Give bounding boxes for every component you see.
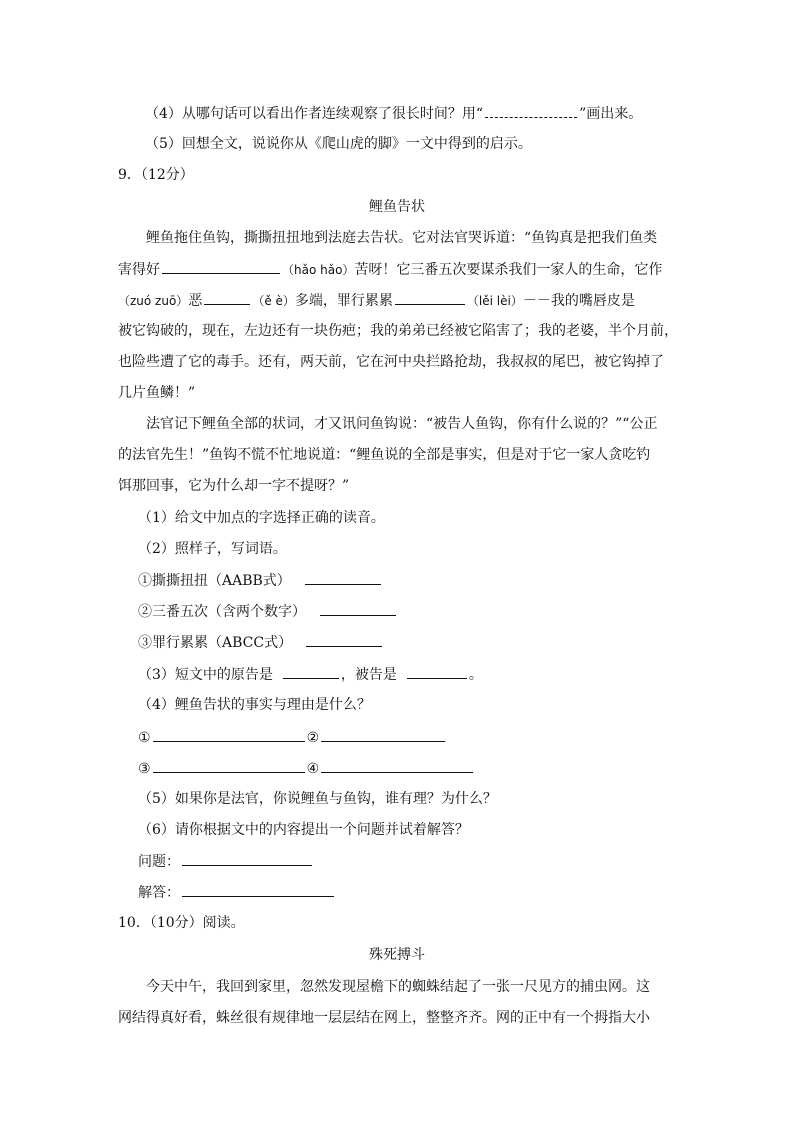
answer-blank[interactable] xyxy=(321,758,473,773)
answer-blank[interactable] xyxy=(204,290,250,305)
q9-sub-2-b: ②三番五次（含两个数字） xyxy=(138,601,398,622)
q9-sub-2-c: ③罪行累累（ABCC式） xyxy=(138,632,384,653)
answer-blank[interactable] xyxy=(153,758,305,773)
q9-sub-3: （3）短文中的原告是 ，被告是 。 xyxy=(138,664,483,685)
q9-sub-4-row2: ③ ④ xyxy=(138,758,475,779)
q9-sub-5: （5）如果你是法官，你说鲤鱼与鱼钩，谁有理？为什么？ xyxy=(138,791,497,807)
q10-header: 10．（10分）阅读。 xyxy=(118,915,245,931)
q9-sub-1: （1）给文中加点的字选择正确的读音。 xyxy=(138,510,385,526)
answer-blank[interactable] xyxy=(321,727,445,742)
answer-blank[interactable] xyxy=(305,570,381,585)
q9-para1-line4: 被它钩破的，现在，左边还有一块伤疤；我的弟弟已经被它陷害了；我的老婆，半个月前， xyxy=(118,323,678,339)
answer-blank[interactable] xyxy=(153,727,305,742)
defendant-blank[interactable] xyxy=(407,664,467,679)
answer-blank[interactable] xyxy=(162,259,280,274)
q9-para1-line5: 也险些遭了它的毒手。还有，两天前，它在河中央拦路抢劫，我叔叔的尾巴，被它钩掉了 xyxy=(118,354,664,370)
q10-title: 殊死搏斗 xyxy=(369,947,425,963)
q9-sub-2-a: ①撕撕扭扭（AABB式） xyxy=(138,570,383,591)
q9-para1-line3: （zuó zuō）恶 （ě è）多端，罪行累累 （lěi lèi）－－我的嘴唇皮是 xyxy=(118,290,635,311)
q9-sub-6: （6）请你根据文中的内容提出一个问题并试着解答？ xyxy=(138,822,469,838)
q9-para2-line1: 法官记下鲤鱼全部的状词，才又讯问鱼钩说：“被告人鱼钩，你有什么说的？”“公正 xyxy=(146,416,658,432)
plaintiff-blank[interactable] xyxy=(283,664,339,679)
q9-para1-line6: 几片鱼鳞！” xyxy=(118,385,196,401)
q9-para2-line3: 饵那回事，它为什么却一字不提呀？” xyxy=(118,478,350,494)
answer-blank[interactable] xyxy=(306,632,382,647)
question-blank[interactable] xyxy=(182,851,312,866)
wavy-underline-blank xyxy=(485,103,577,118)
q8-item-4: （4）从哪句话可以看出作者连续观察了很长时间？用“ ”画出来。 xyxy=(145,103,642,124)
q10-para1-line2: 网结得真好看，蛛丝很有规律地一层层结在网上，整整齐齐。网的正中有一个拇指大小 xyxy=(118,1010,650,1026)
answer-blank[interactable] xyxy=(395,290,465,305)
q9-answer-line: 解答： xyxy=(138,882,336,903)
q9-title: 鲤鱼告状 xyxy=(369,199,425,215)
q9-sub-2: （2）照样子，写词语。 xyxy=(138,541,287,557)
answer-blank[interactable] xyxy=(182,882,334,897)
answer-blank[interactable] xyxy=(320,601,396,616)
q9-sub-4: （4）鲤鱼告状的事实与理由是什么？ xyxy=(138,697,371,713)
q9-para1-line2: 害得好 （hǎo hǎo）苦呀！它三番五次要谋杀我们一家人的生命，它作 xyxy=(118,259,662,280)
q9-para2-line2: 的法官先生！”鱼钩不慌不忙地说道：“鲤鱼说的全部是事实，但是对于它一家人贪吃钓 xyxy=(118,447,651,463)
q10-para1-line1: 今天中午，我回到家里，忽然发现屋檐下的蜘蛛结起了一张一尺见方的捕虫网。这 xyxy=(146,979,650,995)
q9-header: 9．（12分） xyxy=(118,167,194,183)
q9-sub-4-row1: ① ② xyxy=(138,727,447,748)
q8-item-5: （5）回想全文，说说你从《爬山虎的脚》一文中得到的启示。 xyxy=(145,136,532,152)
q9-question-line: 问题： xyxy=(138,851,314,872)
q9-para1-line1: 鲤鱼拖住鱼钩，撕撕扭扭地到法庭去告状。它对法官哭诉道：“鱼钩真是把我们鱼类 xyxy=(146,230,658,246)
